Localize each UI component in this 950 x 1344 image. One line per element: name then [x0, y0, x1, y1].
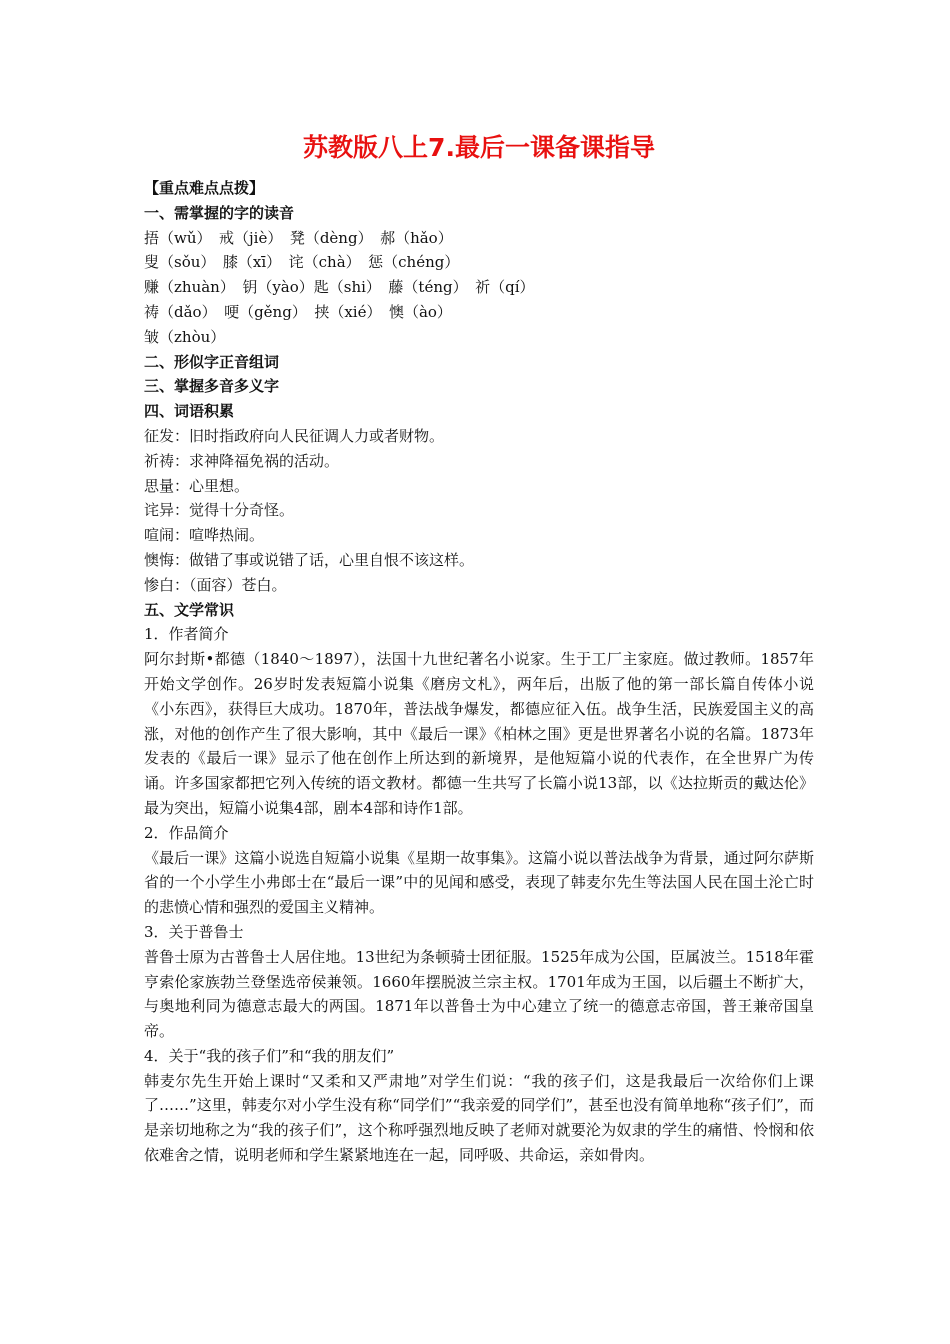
pronunciation-line: 叟（sǒu） 膝（xī） 诧（chà） 惩（chéng）: [144, 253, 460, 272]
prussia-title: 3．关于普鲁士: [144, 922, 244, 941]
address-text: 韩麦尔先生开始上课时“又柔和又严肃地”对学生们说：“我的孩子们，这是我最后一次给你们上课了……”这里，韩麦尔对小学生没有称“同学们”“我亲爱的同学们”，甚至也没有简单地称“孩子们”，而是亲切地称之为“我的孩子们”，这个称呼强烈地反映了老师对就要沦为奴隶的学生的痛惜、怜悯和依依难舍之情，说明老师和学生紧紧地连在一起，同呼吸、共命运，亲如骨肉。: [144, 1071, 814, 1165]
author-intro-text: 阿尔封斯•都德（1840～1897），法国十九世纪著名小说家。生于工厂主家庭。做过教师。1857年开始文学创作。26岁时发表短篇小说集《磨房文札》，两年后，出版了他的第一部长篇自传体小说《小东西》，获得巨大成功。1870年，普法战争爆发，都德应征入伍。战争生活，民族爱国主义的高涨，对他的创作产生了很大影响，其中《最后一课》《柏林之围》更是世界著名小说的名篇。1873年发表的《最后一课》显示了他在创作上所达到的新境界，是他短篇小说的代表作，在全世界广为传诵。许多国家都把它列入传统的语文教材。都德一生共写了长篇小说13部，以《达拉斯贡的戴达伦》最为突出，短篇小说集4部，剧本4部和诗作1部。: [144, 650, 814, 817]
prussia-text: 普鲁士原为古普鲁士人居住地。13世纪为条顿骑士团征服。1525年成为公国，臣属波兰。1518年霍亨索伦家族勃兰登堡选帝侯兼领。1660年摆脱波兰宗主权。1701年成为王国，以后疆土不断扩大，与奥地利同为德意志最大的两国。1871年以普鲁士为中心建立了统一的德意志帝国，普王兼帝国皇帝。: [144, 947, 814, 1041]
address-title: 4．关于“我的孩子们”和“我的朋友们”: [144, 1046, 395, 1065]
vocabulary-entry: 惨白：（面容）苍白。: [144, 575, 287, 594]
document-title: 苏教版八上7.最后一课备课指导: [303, 133, 655, 162]
document-page: [144, 128, 814, 1168]
key-points-heading: 【重点难点点拨】: [144, 179, 265, 197]
section-4-heading: 四、词语积累: [144, 402, 235, 421]
author-intro-title: 1．作者简介: [144, 625, 229, 644]
vocabulary-entry: 诧异：觉得十分奇怪。: [144, 501, 295, 520]
section-3-heading: 三、掌握多音多义字: [144, 377, 280, 396]
pronunciation-line: 祷（dǎo） 哽（gěng） 挟（xié） 懊（ào）: [144, 302, 452, 321]
section-2-heading: 二、形似字正音组词: [144, 352, 280, 371]
pronunciation-line: 皱（zhòu）: [144, 327, 226, 346]
vocabulary-entry: 喧闹：喧哗热闹。: [144, 526, 265, 545]
work-intro-text: 《最后一课》这篇小说选自短篇小说集《星期一故事集》。这篇小说以普法战争为背景，通过阿尔萨斯省的一个小学生小弗郎士在“最后一课”中的见闻和感受，表现了韩麦尔先生等法国人民在国土沦亡时的悲愤心情和强烈的爱国主义精神。: [144, 848, 814, 917]
vocabulary-entry: 思量：心里想。: [144, 476, 250, 495]
vocabulary-entry: 祈祷：求神降福免祸的活动。: [144, 451, 340, 470]
pronunciation-line: 捂（wǔ） 戒（jiè） 凳（dèng） 郝（hǎo）: [144, 228, 453, 247]
vocabulary-entry: 懊悔：做错了事或说错了话，心里自恨不该这样。: [144, 550, 475, 569]
pronunciation-line: 赚（zhuàn） 钥（yào）匙（shi） 藤（téng） 祈（qí）: [144, 278, 535, 297]
section-5-heading: 五、文学常识: [144, 600, 235, 619]
vocabulary-entry: 征发：旧时指政府向人民征调人力或者财物。: [144, 426, 445, 445]
section-1-heading: 一、需掌握的字的读音: [144, 203, 295, 222]
work-intro-title: 2．作品简介: [144, 823, 229, 842]
